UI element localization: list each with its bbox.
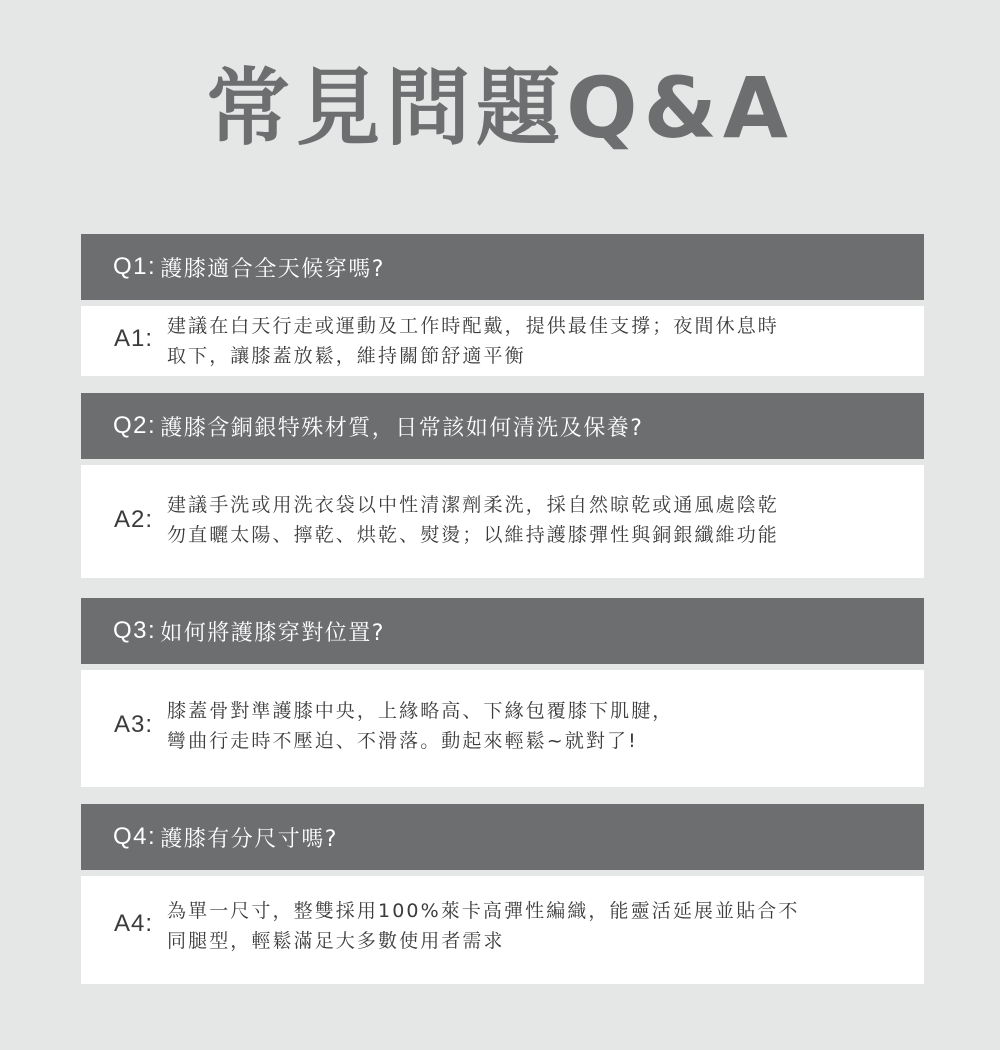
question-number: Q4: [113, 823, 157, 850]
answer-line: 建議手洗或用洗衣袋以中性清潔劑柔洗，採自然晾乾或通風處陰乾 [167, 494, 779, 516]
answer-line: 勿直曬太陽、擰乾、烘乾、熨燙；以維持護膝彈性與銅銀纖維功能 [167, 524, 779, 546]
answer-box [81, 465, 924, 578]
answer-line: 彎曲行走時不壓迫、不滑落。動起來輕鬆~就對了! [167, 730, 638, 752]
question-bar [81, 598, 924, 664]
question-bar [81, 804, 924, 870]
question-text: 護膝適合全天候穿嗎? [160, 256, 385, 282]
faq-item-4 [81, 804, 924, 984]
question-text: 護膝含銅銀特殊材質，日常該如何清洗及保養? [160, 415, 644, 441]
question-text: 如何將護膝穿對位置? [160, 620, 385, 646]
question-number: Q1: [113, 253, 157, 280]
answer-line: 同腿型，輕鬆滿足大多數使用者需求 [167, 930, 505, 952]
faq-item-2 [81, 393, 924, 578]
answer-box [81, 876, 924, 984]
answer-text [167, 490, 779, 550]
faq-item-3 [81, 598, 924, 787]
answer-line: 建議在白天行走或運動及工作時配戴，提供最佳支撐；夜間休息時 [167, 315, 779, 337]
answer-text [167, 896, 799, 956]
answer-text [167, 311, 779, 371]
question-number: Q2: [113, 412, 157, 439]
answer-line: 取下，讓膝蓋放鬆，維持關節舒適平衡 [167, 345, 526, 367]
answer-line: 膝蓋骨對準護膝中央，上緣略高、下緣包覆膝下肌腱， [167, 700, 674, 722]
answer-text [167, 696, 673, 756]
answer-number: A3: [114, 711, 154, 738]
question-bar [81, 234, 924, 300]
faq-item-1 [81, 234, 924, 376]
question-bar [81, 393, 924, 459]
question-text: 護膝有分尺寸嗎? [160, 826, 338, 852]
page-title: 常見問題Q&A [206, 59, 794, 157]
answer-number: A4: [114, 910, 154, 937]
question-number: Q3: [113, 617, 157, 644]
answer-box [81, 670, 924, 787]
answer-box [81, 306, 924, 376]
answer-number: A2: [114, 506, 154, 533]
answer-line: 為單一尺寸，整雙採用100%萊卡高彈性編織，能靈活延展並貼合不 [167, 900, 800, 922]
answer-number: A1: [114, 325, 154, 352]
